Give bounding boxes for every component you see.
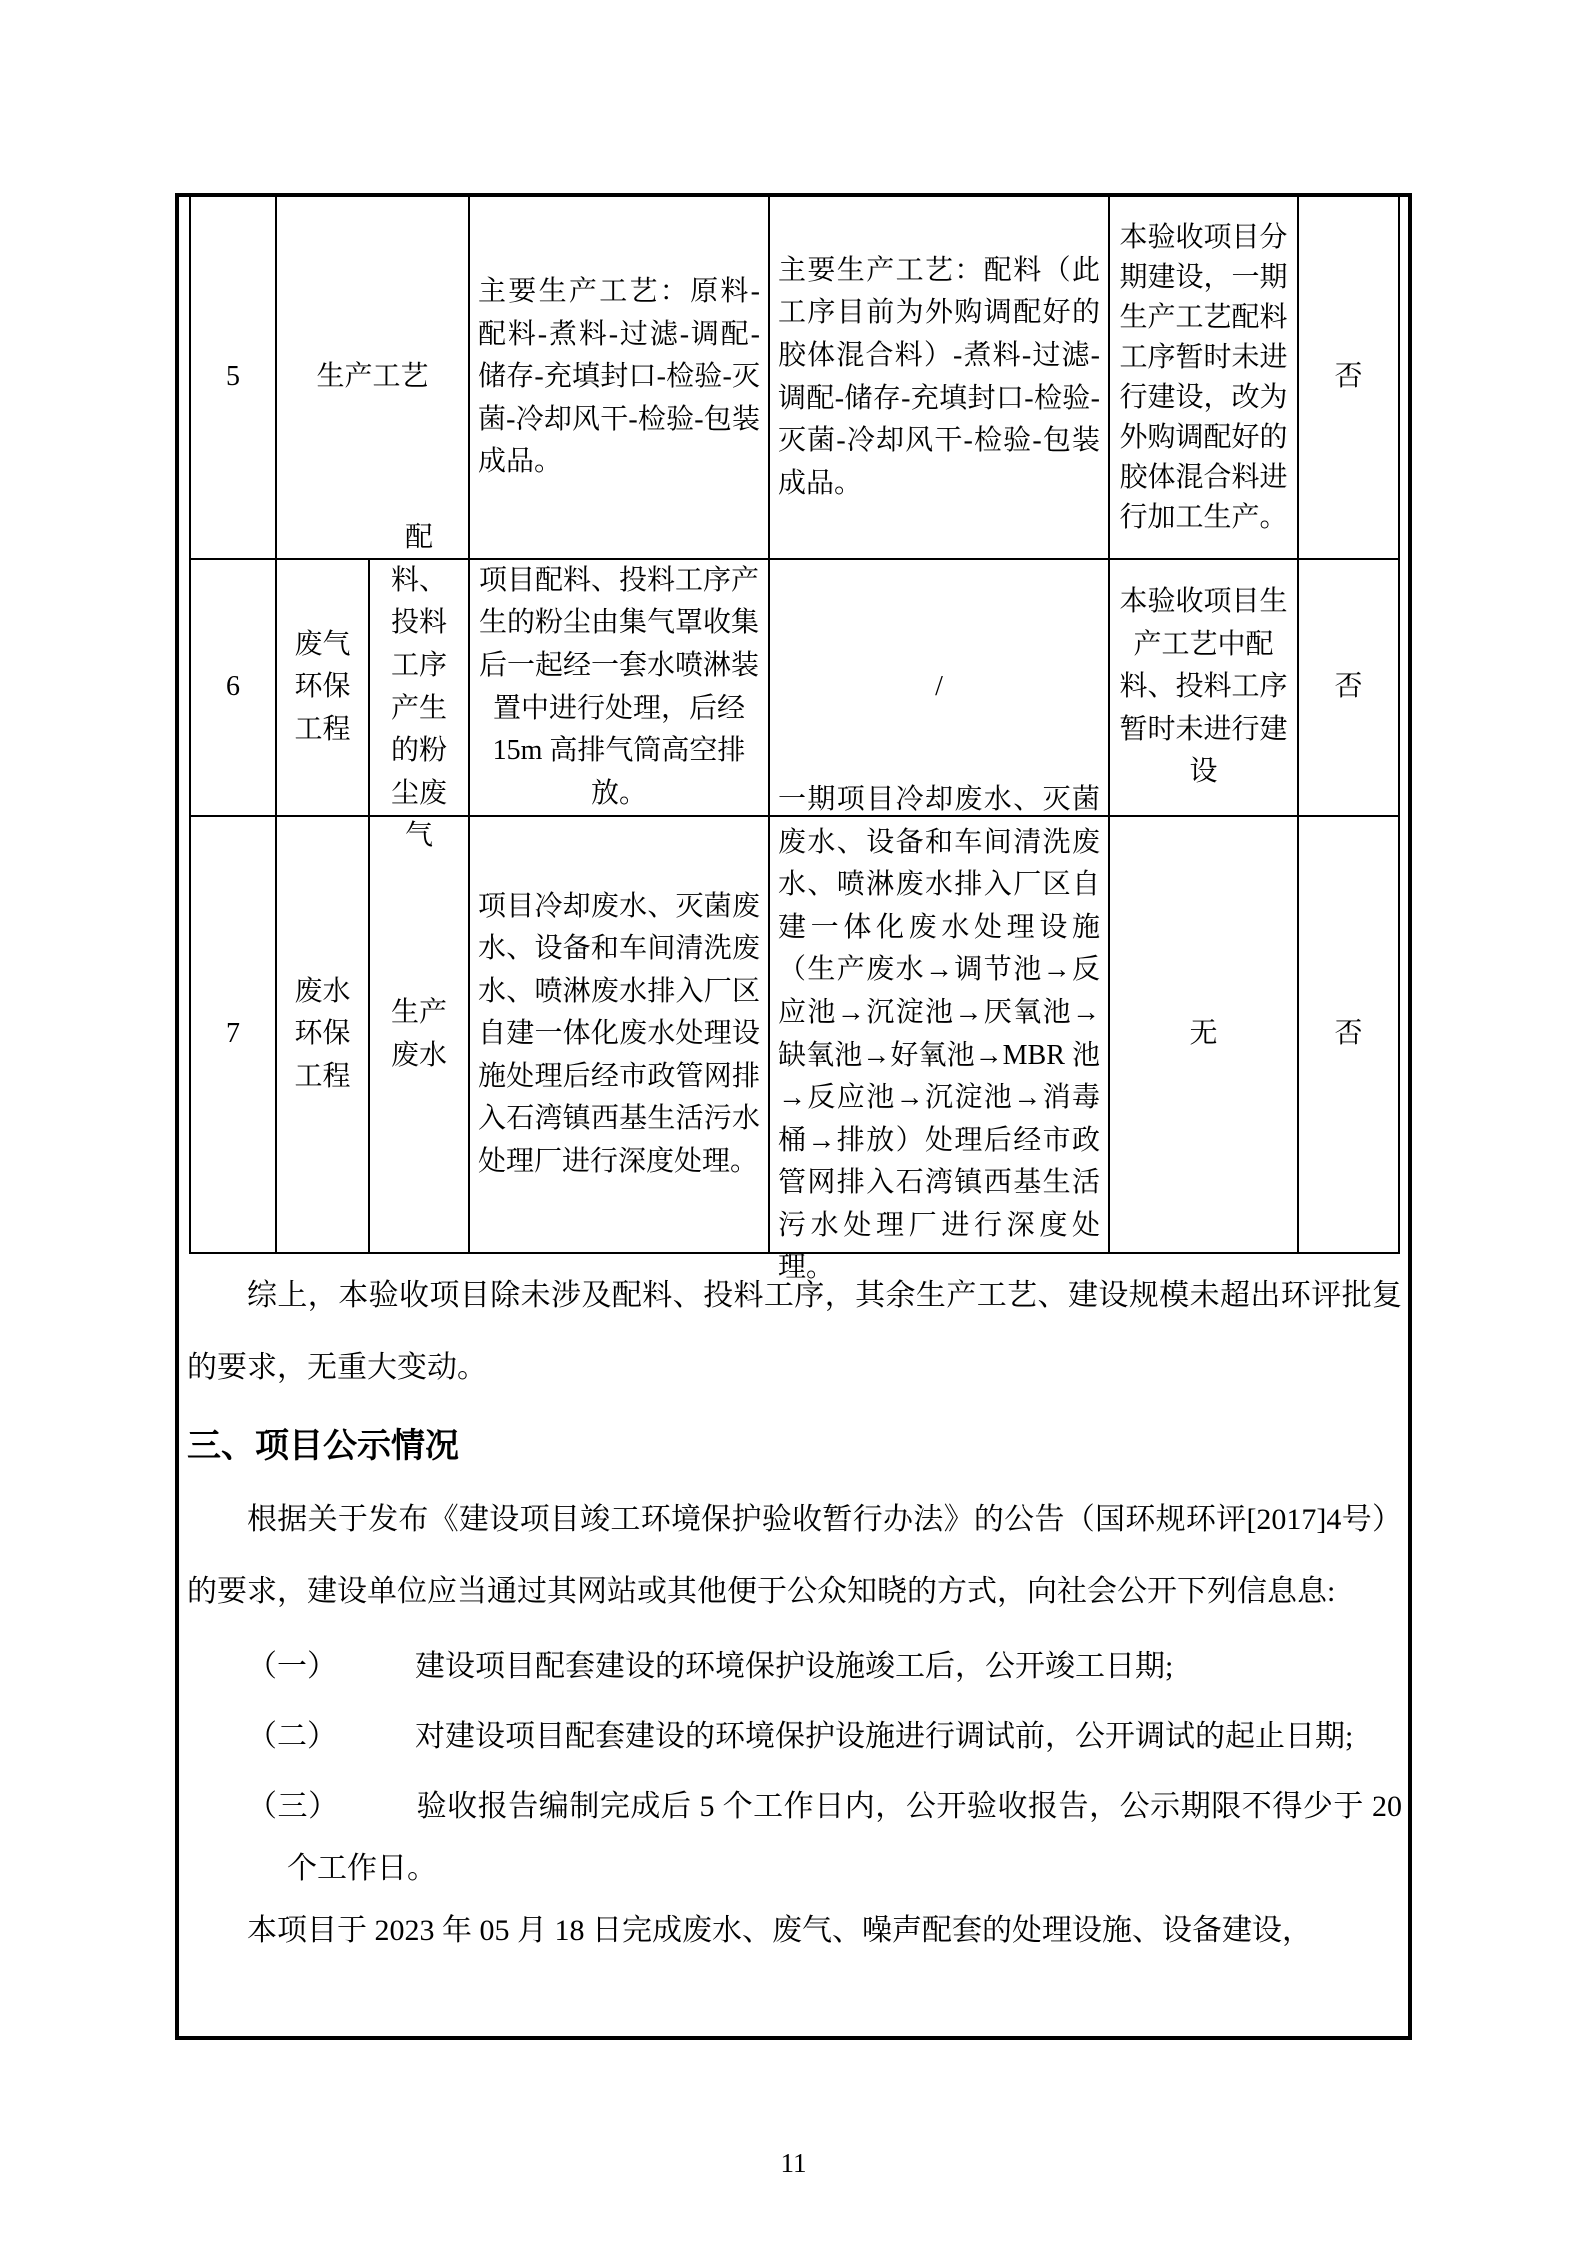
major-change-flag: 否 <box>1334 1018 1363 1050</box>
summary-paragraph: 综上，本验收项目除未涉及配料、投料工序，其余生产工艺、建设规模未超出环评批复的要求，无重大变动。 <box>187 1279 1402 1384</box>
sub-item-label: 配料、投料工序产生的粉尘废气 <box>390 522 447 852</box>
list-item-3 <box>187 1776 1402 1900</box>
section-heading: 三、项目公示情况 <box>187 1427 459 1465</box>
row-number: 7 <box>226 1018 240 1050</box>
table-cell-r7-approved <box>470 817 770 1254</box>
change-note-text: 无 <box>1189 1018 1218 1050</box>
actual-measure-text: / <box>935 671 943 703</box>
table-cell-r7-no <box>191 817 277 1254</box>
row-number: 6 <box>226 671 240 703</box>
actual-process-text: 主要生产工艺：配料（此工序目前为外购调配好的胶体混合料）-煮料-过滤-调配-储存-充填封口-检验-灭菌-冷却风干-检验-包装成品。 <box>778 254 1100 499</box>
page-border-frame <box>175 193 1412 2040</box>
table-cell-r5-actual <box>770 197 1110 560</box>
page-number: 11 <box>780 2148 807 2178</box>
approved-measure-text: 项目配料、投料工序产生的粉尘由集气罩收集后一起经一套水喷淋装置中进行处理，后经 15m 高排气筒高空排放。 <box>478 564 759 809</box>
list-item-1-text: 建设项目配套建设的环境保护设施竣工后，公开竣工日期; <box>415 1650 1174 1683</box>
list-item-3-text: 验收报告编制完成后 5 个工作日内，公开验收报告，公示期限不得少于 20 个工作日。 <box>287 1790 1402 1885</box>
list-item-3-label: （三） <box>247 1790 339 1823</box>
row-number: 5 <box>226 361 240 393</box>
table-cell-r5-note <box>1110 197 1299 560</box>
list-item-2 <box>187 1706 1402 1768</box>
closing-paragraph: 本项目于 2023 年 05 月 18 日完成废水、废气、噪声配套的处理设施、设备建设， <box>247 1914 1312 1947</box>
approved-process-text: 主要生产工艺：原料-配料-煮料-过滤-调配-储存-充填封口-检验-灭菌-冷却风干-检验-包装成品。 <box>478 276 760 478</box>
list-item-1-label: （一） <box>247 1650 337 1683</box>
table-cell-r7-major-change <box>1299 817 1400 1254</box>
body-text-area <box>179 1260 1408 1956</box>
table-cell-r6-subitem <box>370 522 470 852</box>
table-cell-r5-no <box>191 197 277 560</box>
table-cell-r6-category <box>277 560 370 817</box>
table-cell-r5-category <box>277 197 470 560</box>
list-item-1 <box>187 1636 1402 1698</box>
table-cell-r6-no <box>191 560 277 817</box>
table-cell-r7-actual <box>770 784 1110 1284</box>
actual-measure-text: 一期项目冷却废水、灭菌废水、设备和车间清洗废水、喷淋废水排入厂区自建一体化废水处理设施（生产废水→调节池→反应池→沉淀池→厌氧池→缺氧池→好氧池→MBR 池→反应池→沉淀池→消毒桶→排放）处理后经市政管网排入石湾镇西基生活污水处理厂进行深度处理。 <box>778 784 1100 1284</box>
table-cell-r7-category <box>277 817 370 1254</box>
table-cell-r7-subitem <box>370 817 470 1254</box>
acceptance-comparison-table <box>189 197 1400 1284</box>
category-label: 生产工艺 <box>316 361 429 393</box>
table-cell-r7-note <box>1110 817 1299 1254</box>
approved-measure-text: 项目冷却废水、灭菌废水、设备和车间清洗废水、喷淋废水排入厂区自建一体化废水处理设施处理后经市政管网排入石湾镇西基生活污水处理厂进行深度处理。 <box>478 890 760 1177</box>
table-cell-r6-approved <box>470 560 770 817</box>
category-label: 废气环保工程 <box>294 628 351 745</box>
table-cell-r6-note <box>1110 560 1299 817</box>
table-cell-r5-approved <box>470 197 770 560</box>
list-item-2-label: （二） <box>247 1720 337 1753</box>
category-label: 废水环保工程 <box>294 975 351 1092</box>
table-cell-r5-major-change <box>1299 197 1400 560</box>
major-change-flag: 否 <box>1334 671 1363 703</box>
change-note-text: 本验收项目生产工艺中配料、投料工序暂时未进行建设 <box>1119 586 1288 788</box>
intro-paragraph: 根据关于发布《建设项目竣工环境保护验收暂行办法》的公告（国环规环评[2017]4号）的要求，建设单位应当通过其网站或其他便于公众知晓的方式，向社会公开下列信息息: <box>187 1503 1402 1608</box>
list-item-2-text: 对建设项目配套建设的环境保护设施进行调试前，公开调试的起止日期; <box>415 1720 1354 1753</box>
table-cell-r6-major-change <box>1299 560 1400 817</box>
major-change-flag: 否 <box>1334 361 1363 393</box>
sub-item-label: 生产废水 <box>390 996 447 1071</box>
change-note-text: 本验收项目分期建设，一期生产工艺配料工序暂时未进行建设，改为外购调配好的胶体混合料进行加工生产。 <box>1119 221 1288 533</box>
